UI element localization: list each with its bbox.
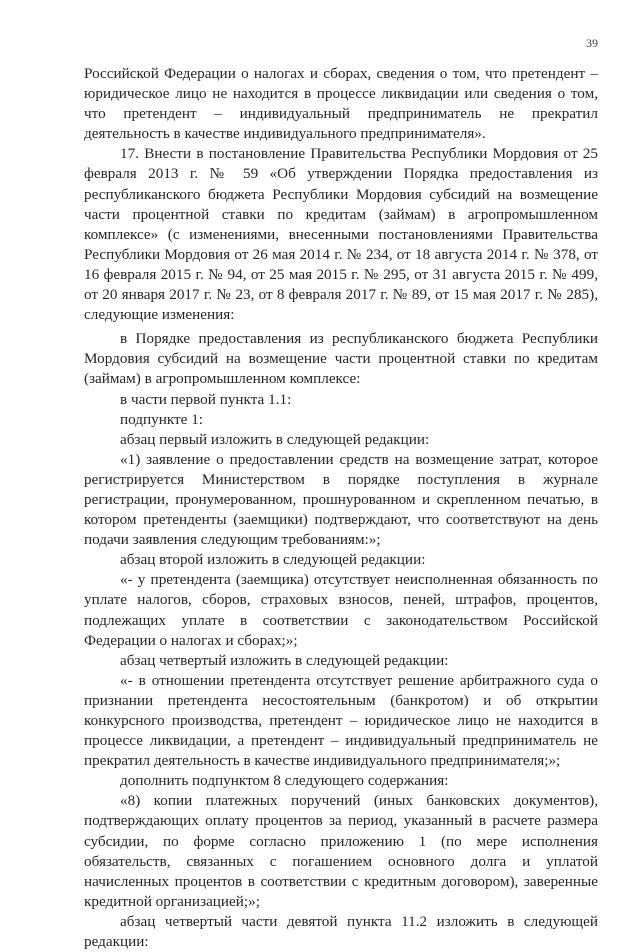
paragraph-8: абзац второй изложить в следующей редакции:: [120, 551, 426, 569]
page-number: 39: [586, 36, 598, 50]
paragraph-12: дополнить подпунктом 8 следующего содержания:: [120, 772, 449, 790]
paragraph-2: 17. Внести в постановление Правительства Республики Мордовия от 25 февраля 2013 г. № 59 «Об утверждении Порядка предоставления из республиканского бюджета Республики Мордовия субсидий на возмещение части процентной ставки по кредитам (займам) в агропромышленном комплексе» (с изменениями, внесенными постановлениями Правительства Республики Мордовия от 26 мая 2014 г. № 234, от 18 августа 2014 г. № 378, от 16 февраля 2015 г. № 94, от 25 мая 2015 г. № 295, от 31 августа 2015 г. № 499, от 20 января 2017 г. № 23, от 8 февраля 2017 г. № 89, от 15 мая 2017 г. № 285), следующие изменения:: [84, 145, 598, 324]
paragraph-7: «1) заявление о предоставлении средств на возмещение затрат, которое регистрируется Министерством в порядке поступления в журнале регистрации, пронумерованном, прошнурованном и скрепленном печатью, в котором претенденты (заемщики) подтверждают, что соответствуют на день подачи заявления следующим требованиям:»;: [84, 450, 598, 549]
paragraph-4: в части первой пункта 1.1:: [120, 390, 292, 408]
paragraph-11: «- в отношении претендента отсутствует решение арбитражного суда о признании претендента несостоятельным (банкротом) и об открытии конкурсного производства, претендент – юридическое лицо не находится в процессе ликвидации, а претендент – индивидуальный предприниматель не прекратил деятельность в качестве индивидуального предпринимателя;»;: [84, 671, 598, 770]
paragraph-3: в Порядке предоставления из республиканского бюджета Республики Мордовия субсидий на возмещение части процентной ставки по кредитам (займам) в агропромышленном комплексе:: [84, 330, 598, 388]
paragraph-6: абзац первый изложить в следующей редакции:: [120, 430, 430, 448]
paragraph-9: «- у претендента (заемщика) отсутствует неисполненная обязанность по уплате налогов, сборов, страховых взносов, пеней, штрафов, процентов, подлежащих уплате в соответствии с законодательством Российской Федерации о налогах и сборах;»;: [84, 571, 598, 649]
paragraph-10: абзац четвертый изложить в следующей редакции:: [120, 651, 449, 669]
paragraph-14: абзац четвертый части девятой пункта 11.2 изложить в следующей редакции:: [84, 912, 598, 951]
document-body: [84, 64, 598, 952]
paragraph-13: «8) копии платежных поручений (иных банковских документов), подтверждающих оплату процентов за период, указанный в расчете размера субсидии, по форме согласно приложению 1 (по мере исполнения обязательств, связанных с погашением основного долга и уплатой начисленных процентов в соответствии с кредитным договором), заверенные кредитной организацией;»;: [84, 792, 598, 910]
paragraph-5: подпункте 1:: [120, 410, 204, 428]
paragraph-1: Российской Федерации о налогах и сборах, сведения о том, что претендент – юридическое лицо не находится в процессе ликвидации или сведения о том, что претендент – индивидуальный предприниматель не прекратил деятельность в качестве индивидуального предпринимателя».: [84, 65, 598, 143]
